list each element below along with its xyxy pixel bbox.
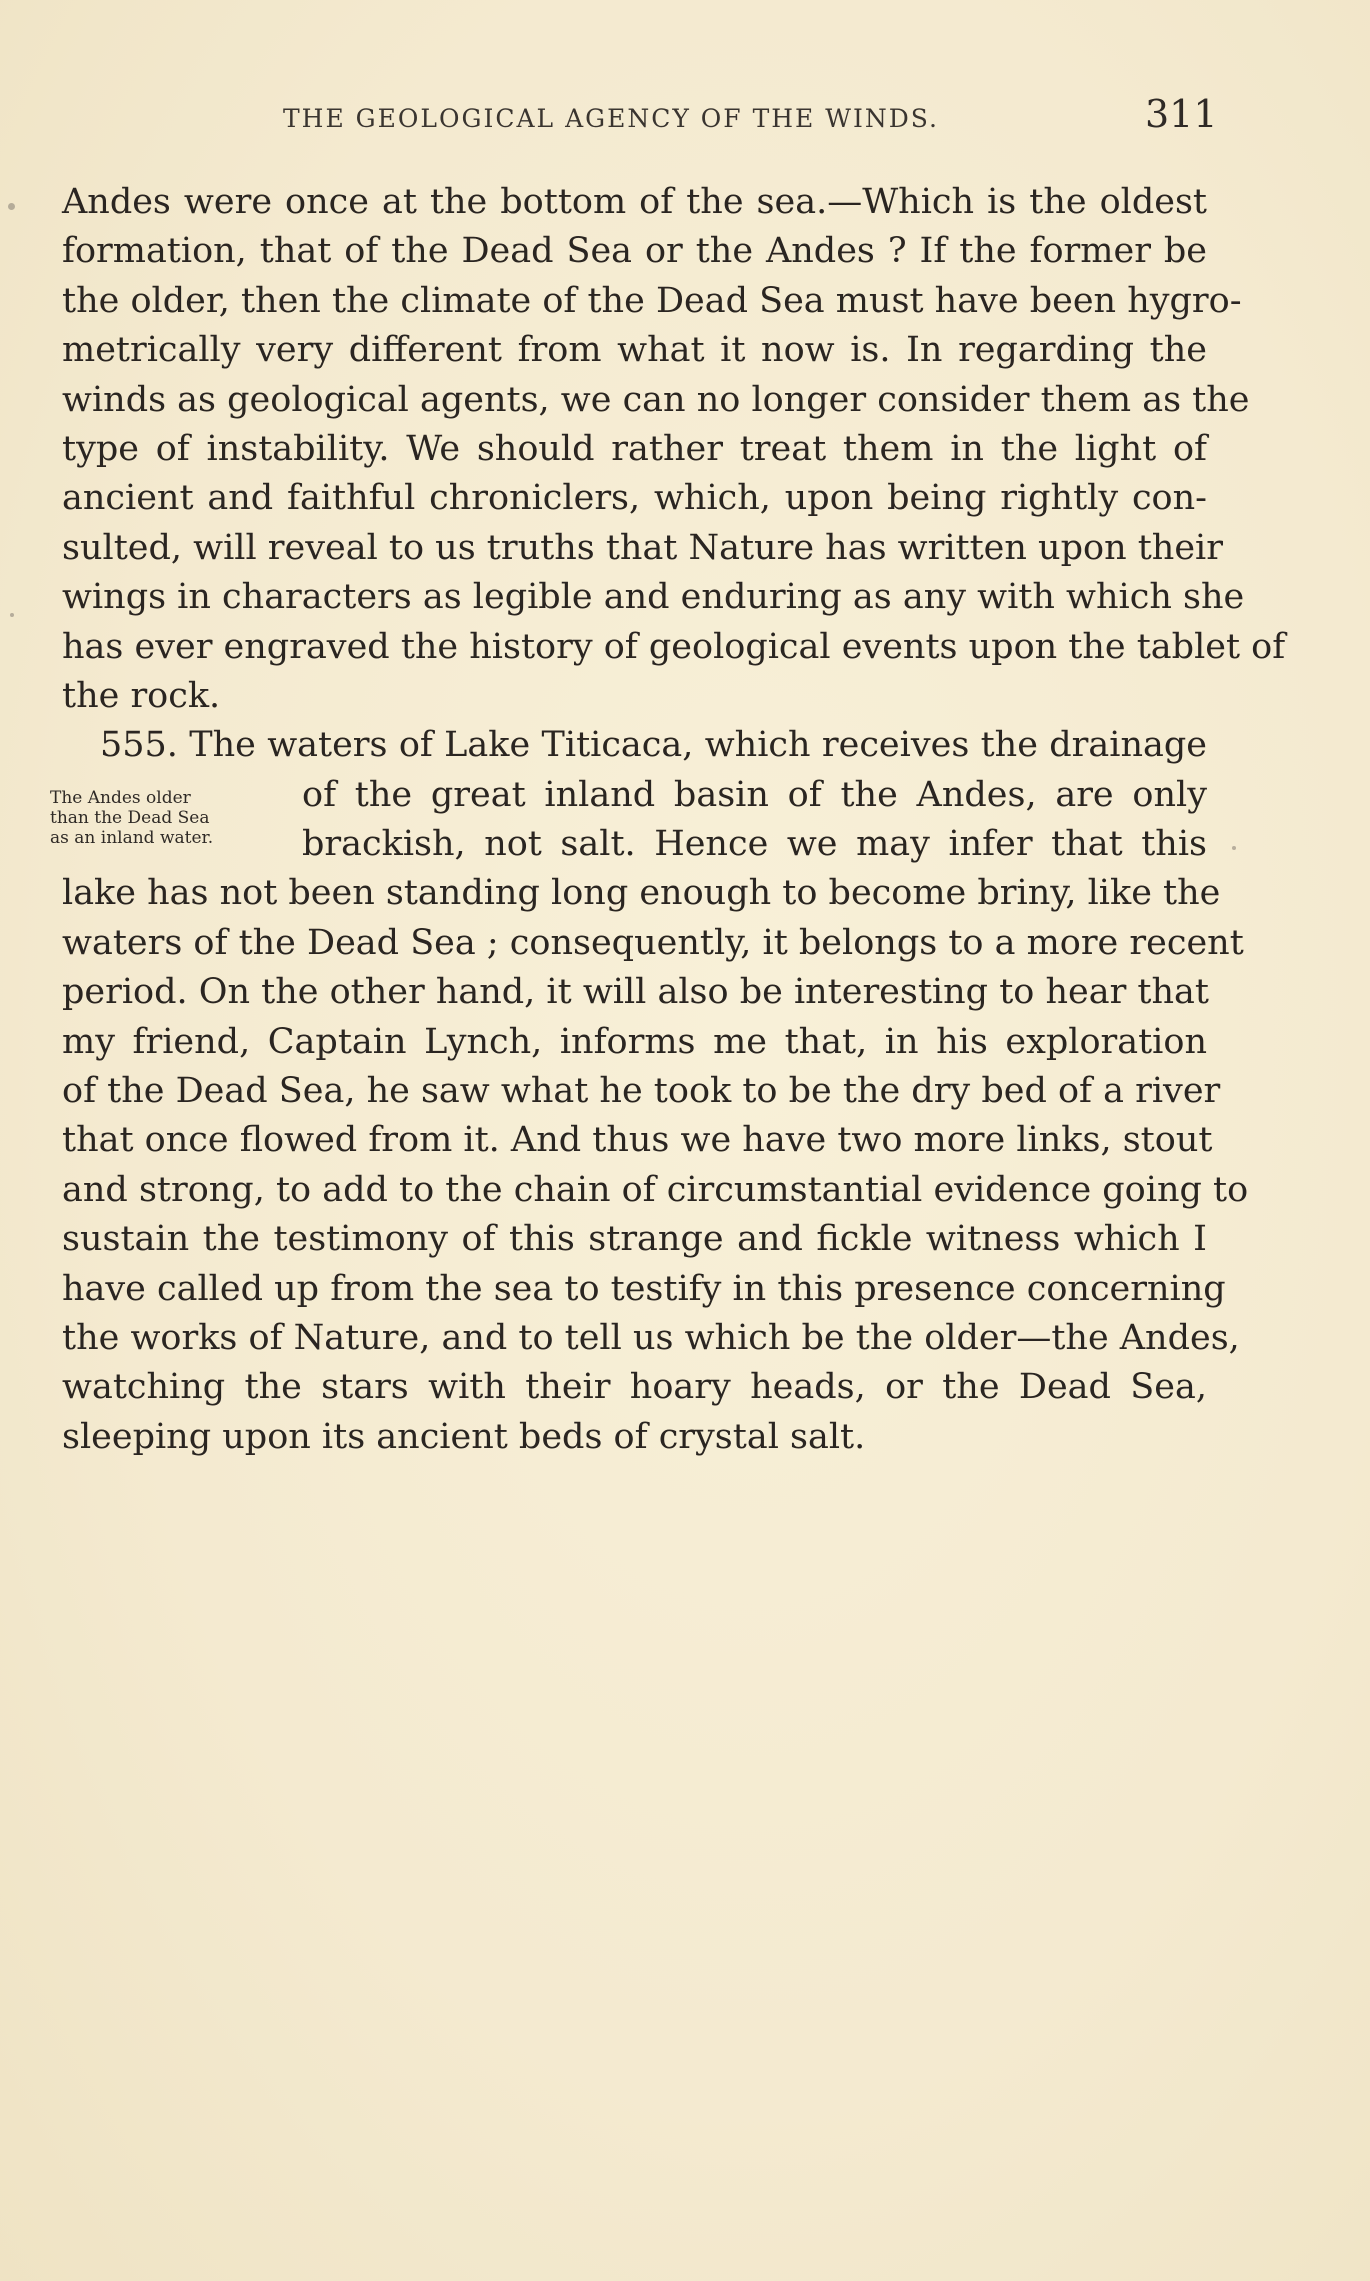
- text-line: has ever engraved the history of geological events upon the tablet of: [62, 626, 1286, 667]
- text-line: lake has not been standing long enough to become briny, like the: [62, 873, 1221, 914]
- text-line: sustain the testimony of this strange and fickle witness which I: [62, 1219, 1207, 1260]
- margin-speck-top: [8, 203, 15, 210]
- marginal-note-line: The Andes older: [50, 788, 191, 808]
- running-title: THE GEOLOGICAL AGENCY OF THE WINDS.: [283, 104, 939, 133]
- text-line: winds as geological agents, we can no longer consider them as the: [62, 379, 1250, 420]
- text-line: sulted, will reveal to us truths that Nature has written upon their: [62, 527, 1223, 568]
- text-line: that once flowed from it. And thus we have two more links, stout: [62, 1120, 1213, 1161]
- text-line: the works of Nature, and to tell us which be the older—the Andes,: [62, 1317, 1240, 1358]
- margin-speck-right: [1232, 846, 1236, 850]
- text-line: of the Dead Sea, he saw what he took to be the dry bed of a river: [62, 1071, 1221, 1112]
- marginal-note: [50, 788, 265, 848]
- text-line: metrically very different from what it now is. In regarding the: [62, 330, 1207, 371]
- paragraph-first-line: 555. The waters of Lake Titicaca, which receives the drainage: [100, 725, 1207, 766]
- marginal-note-line: than the Dead Sea: [50, 808, 210, 828]
- text-line: brackish, not salt. Hence we may infer that this: [302, 824, 1207, 865]
- paragraph-continued: [62, 178, 1286, 721]
- margin-speck-middle: [10, 613, 14, 617]
- text-line: formation, that of the Dead Sea or the Andes ? If the former be: [62, 231, 1207, 272]
- text-line: watching the stars with their hoary heads, or the Dead Sea,: [62, 1367, 1207, 1408]
- running-header: [0, 92, 1370, 142]
- text-line: sleeping upon its ancient beds of crystal salt.: [62, 1416, 866, 1457]
- text-line: the rock.: [62, 675, 221, 716]
- text-line: and strong, to add to the chain of circumstantial evidence going to: [62, 1169, 1249, 1210]
- text-line: my friend, Captain Lynch, informs me that, in his exploration: [62, 1021, 1207, 1062]
- text-line: ancient and faithful chroniclers, which, upon being rightly con-: [62, 478, 1207, 519]
- text-line: waters of the Dead Sea ; consequently, it belongs to a more recent: [62, 922, 1244, 963]
- text-line: wings in characters as legible and enduring as any with which she: [62, 577, 1245, 618]
- text-line: period. On the other hand, it will also be interesting to hear that: [62, 972, 1209, 1013]
- text-line: of the great inland basin of the Andes, are only: [302, 774, 1207, 815]
- page-number: 311: [1145, 92, 1218, 136]
- text-line: type of instability. We should rather treat them in the light of: [62, 428, 1207, 469]
- text-line: Andes were once at the bottom of the sea.—Which is the oldest: [62, 182, 1207, 222]
- text-line: the older, then the climate of the Dead Sea must have been hygro-: [62, 280, 1242, 321]
- text-line: have called up from the sea to testify in this presence concerning: [62, 1268, 1226, 1309]
- marginal-note-line: as an inland water.: [50, 828, 214, 848]
